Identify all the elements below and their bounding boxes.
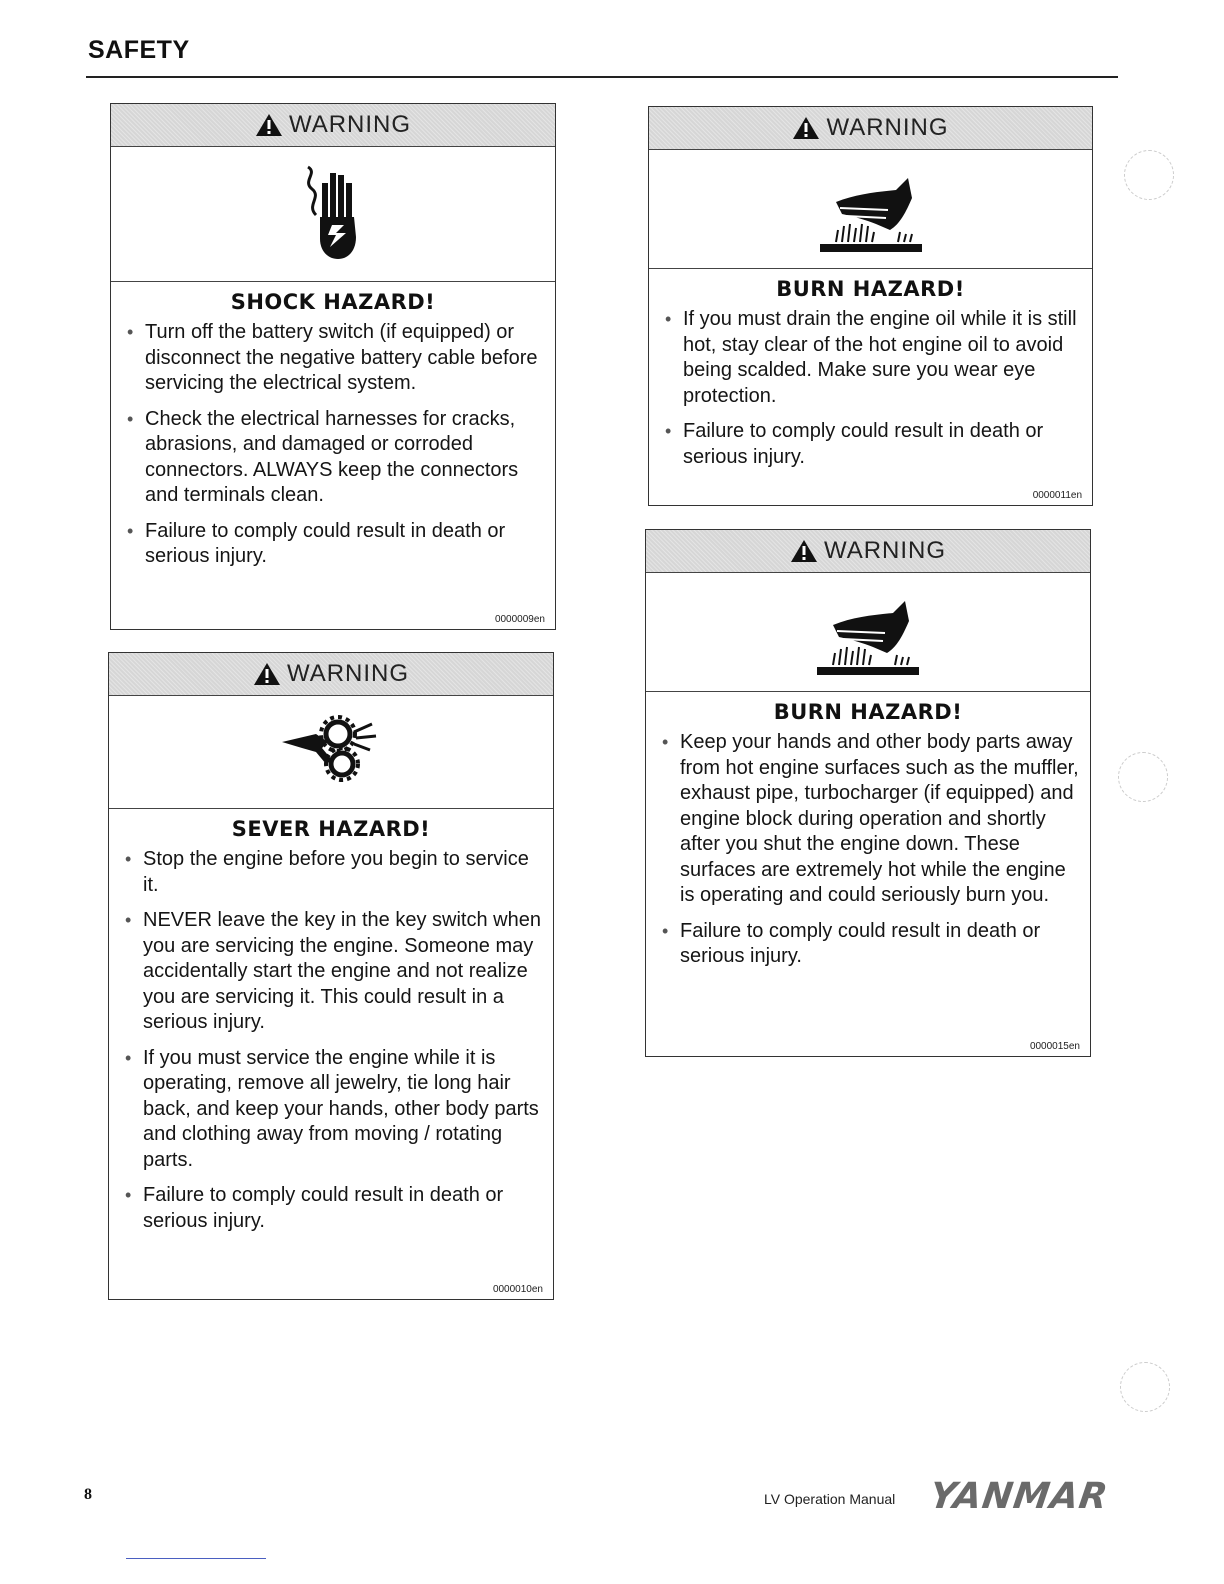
warning-item: • Failure to comply could result in death or serious injury. [125,519,545,570]
warning-box-burn-oil [648,106,1093,506]
hazard-title: BURN HAZARD! [773,700,963,724]
warning-triangle-icon [790,539,818,563]
punch-hole [1124,150,1174,200]
warning-items [646,730,1090,970]
warning-box-sever [108,652,554,1300]
warning-label: WARNING [823,537,947,564]
warning-item: • Stop the engine before you begin to service it. [123,847,543,898]
page-number: 8 [84,1486,92,1503]
section-title: SAFETY [88,36,190,64]
punch-hole [1118,752,1168,802]
warning-item: • Failure to comply could result in death or serious injury. [123,1183,543,1234]
footer-link-line [126,1558,266,1559]
punch-hole [1120,1362,1170,1412]
warning-box-burn-surfaces [645,529,1091,1057]
pictogram-area [646,573,1090,692]
warning-item: • Check the electrical harnesses for cracks, abrasions, and damaged or corroded connectors. ALWAYS keep the connectors and terminals clean. [125,407,545,509]
hazard-title: BURN HAZARD! [776,277,965,301]
warning-label: WARNING [288,111,412,138]
warning-code: 0000009en [494,614,545,625]
warning-triangle-icon [255,113,283,137]
gear-entanglement-hand-icon [276,712,386,792]
warning-item: • Failure to comply could result in death or serious injury. [660,919,1080,970]
header-rule [86,76,1118,78]
pictogram-area [111,147,555,282]
warning-header [649,107,1092,150]
warning-item: • If you must drain the engine oil while it is still hot, stay clear of the hot engine oil to avoid being scalded. Make sure you wear eye protection. [663,307,1082,409]
hot-surface-hand-icon [813,587,923,677]
warning-header [109,653,553,696]
warning-triangle-icon [253,662,281,686]
warning-header [111,104,555,147]
warning-item: • Failure to comply could result in death or serious injury. [663,419,1082,470]
brand-logo: YANMAR [927,1476,1111,1517]
hazard-title: SEVER HAZARD! [231,817,431,841]
warning-label: WARNING [286,660,410,687]
pictogram-area [109,696,553,809]
electric-shock-hand-icon [298,159,368,269]
warning-label: WARNING [826,114,949,141]
pictogram-area [649,150,1092,269]
warning-code: 0000010en [492,1284,543,1295]
warning-items [109,847,553,1234]
warning-items [649,307,1092,470]
warning-code: 0000015en [1029,1041,1080,1052]
warning-box-shock [110,103,556,630]
manual-title: LV Operation Manual [764,1491,896,1507]
warning-item: • Turn off the battery switch (if equipped) or disconnect the negative battery cable before servicing the electrical system. [125,320,545,397]
warning-items [111,320,555,570]
warning-triangle-icon [792,116,820,140]
hazard-title: SHOCK HAZARD! [230,290,436,314]
warning-header [646,530,1090,573]
warning-item: • NEVER leave the key in the key switch when you are servicing the engine. Someone may accidentally start the engine and not realize you are servicing it. This could result in a serious injury. [123,908,543,1036]
warning-item: • Keep your hands and other body parts away from hot engine surfaces such as the muffler, exhaust pipe, turbocharger (if equipped) and engine block during operation and shortly after you shut the engine down. These surfaces are extremely hot while the engine is operating and could seriously burn you. [660,730,1080,909]
warning-code: 0000011en [1032,490,1082,501]
hot-surface-hand-icon [816,164,926,254]
warning-item: • If you must service the engine while it is operating, remove all jewelry, tie long hair back, and keep your hands, other body parts and clothing away from moving / rotating parts. [123,1046,543,1174]
